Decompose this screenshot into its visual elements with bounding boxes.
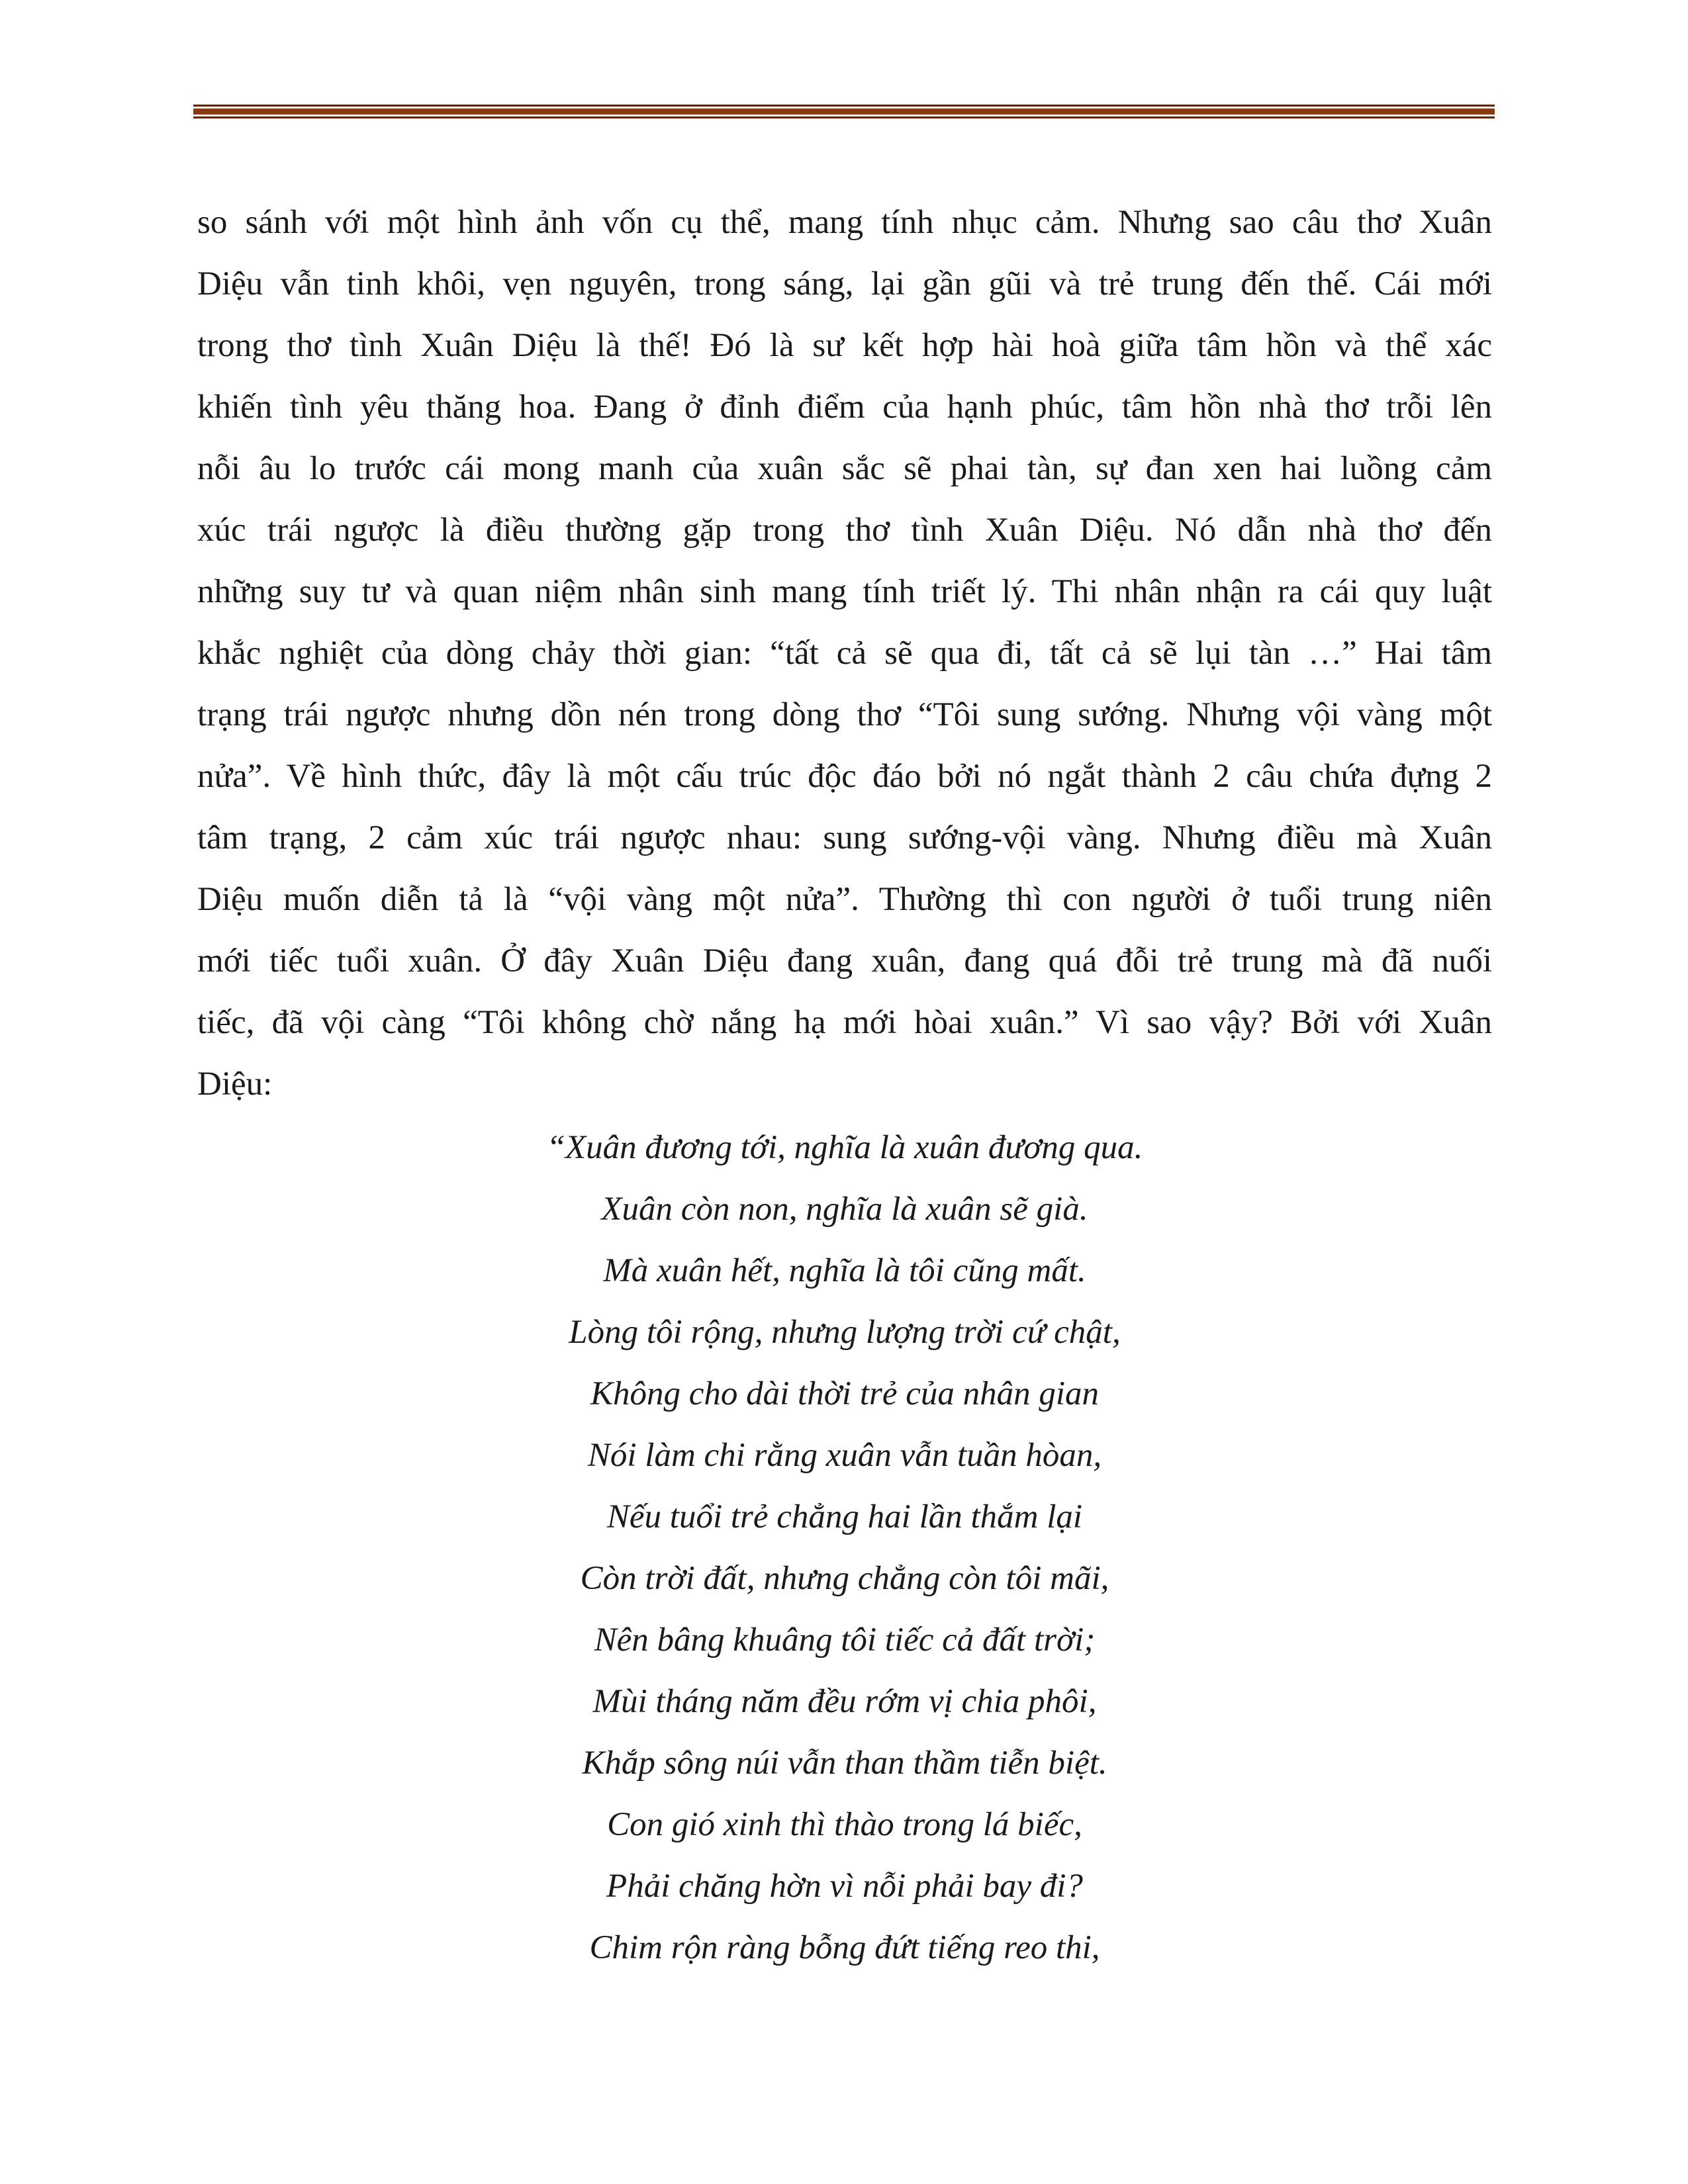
poem-line: Xuân còn non, nghĩa là xuân sẽ già. [601,1191,1088,1228]
poem-line: Con gió xinh thì thào trong lá biếc, [607,1806,1082,1843]
paragraph-line: mới tiếc tuổi xuân. Ở đây Xuân Diệu đang xuân, đang quá đỗi trẻ trung mà đã nuối [197,942,1492,979]
poem-line: Mà xuân hết, nghĩa là tôi cũng mất. [603,1252,1086,1289]
header-rule-thin-bottom [193,116,1495,118]
header-rule [193,105,1495,119]
paragraph-line: nửa”. Về hình thức, đây là một cấu trúc độc đáo bởi nó ngắt thành 2 câu chứa đựng 2 [197,758,1492,795]
paragraph-line: Diệu muốn diễn tả là “vội vàng một nửa”. Thường thì con người ở tuổi trung niên [197,881,1492,918]
paragraph-line: những suy tư và quan niệm nhân sinh mang tính triết lý. Thi nhân nhận ra cái quy luật [197,573,1492,610]
poem-line: Nên bâng khuâng tôi tiếc cả đất trời; [594,1621,1096,1659]
poem-line: Khắp sông núi vẫn than thầm tiễn biệt. [582,1745,1107,1782]
paragraph-line: xúc trái ngược là điều thường gặp trong thơ tình Xuân Diệu. Nó dẫn nhà thơ đến [197,512,1492,549]
paragraph-line: nỗi âu lo trước cái mong manh của xuân sắc sẽ phai tàn, sự đan xen hai luồng cảm [197,450,1492,487]
poem-line: Phải chăng hờn vì nỗi phải bay đi? [606,1868,1083,1905]
paragraph-line: Diệu: [197,1066,273,1103]
poem-line: Nói làm chi rằng xuân vẫn tuần hòan, [587,1437,1102,1474]
paragraph-line: tiếc, đã vội càng “Tôi không chờ nắng hạ mới hòai xuân.” Vì sao vậy? Bởi với Xuân [197,1004,1492,1041]
paragraph-line: trạng trái ngược nhưng dồn nén trong dòng thơ “Tôi sung sướng. Nhưng vội vàng một [197,696,1492,733]
poem-line: Chim rộn ràng bỗng đứt tiếng reo thi, [589,1929,1100,1966]
paragraph-line: khiến tình yêu thăng hoa. Đang ở đỉnh điểm của hạnh phúc, tâm hồn nhà thơ trỗi lên [197,388,1492,426]
poem-line: “Xuân đương tới, nghĩa là xuân đương qua. [546,1129,1143,1166]
header-rule-thick [193,109,1495,114]
header-rule-thin-top [193,105,1495,107]
poem-line: Không cho dài thời trẻ của nhân gian [590,1375,1100,1412]
poem-line: Mùi tháng năm đều rớm vị chia phôi, [592,1683,1097,1720]
poem-line: Còn trời đất, nhưng chẳng còn tôi mãi, [580,1560,1109,1597]
paragraph-line: Diệu vẫn tinh khôi, vẹn nguyên, trong sáng, lại gần gũi và trẻ trung đến thế. Cái mới [197,265,1492,302]
poem-block [197,1117,1492,1979]
paragraph-line: trong thơ tình Xuân Diệu là thế! Đó là sư kết hợp hài hoà giữa tâm hồn và thể xác [197,327,1492,364]
paragraph-line: so sánh với một hình ảnh vốn cụ thể, mang tính nhục cảm. Nhưng sao câu thơ Xuân [197,204,1492,241]
body-paragraph [197,192,1492,1115]
paragraph-line: tâm trạng, 2 cảm xúc trái ngược nhau: sung sướng-vội vàng. Nhưng điều mà Xuân [197,819,1492,856]
poem-line: Nếu tuổi trẻ chẳng hai lần thắm lại [606,1498,1083,1535]
paragraph-line: khắc nghiệt của dòng chảy thời gian: “tất cả sẽ qua đi, tất cả sẽ lụi tàn …” Hai tâm [197,635,1492,672]
poem-line: Lòng tôi rộng, nhưng lượng trời cứ chật, [569,1314,1121,1351]
